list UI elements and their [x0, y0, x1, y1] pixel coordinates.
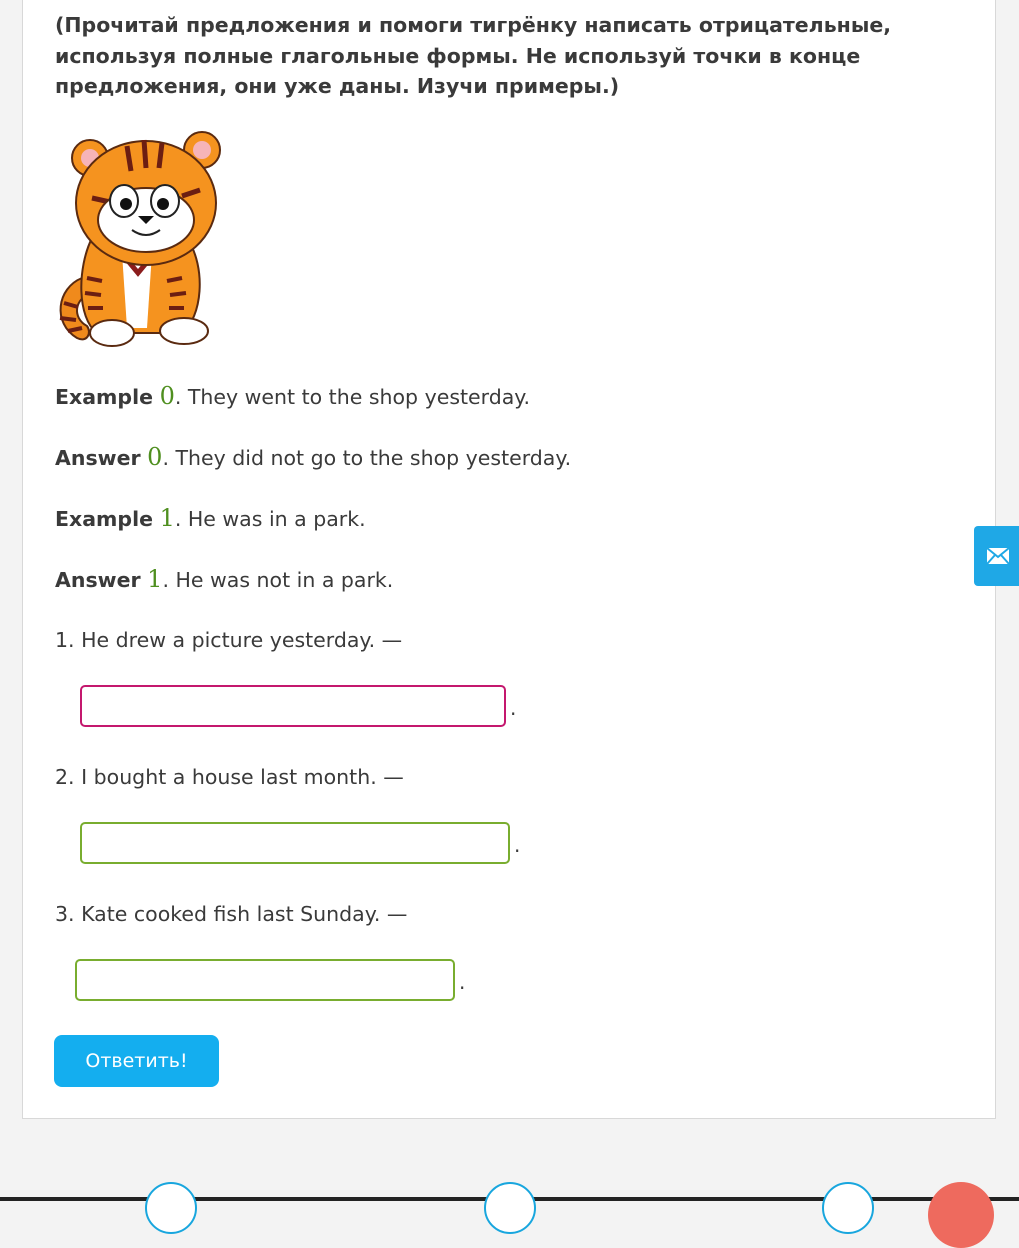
answer-input-2[interactable]: [80, 822, 510, 864]
submit-button[interactable]: Ответить!: [54, 1035, 219, 1087]
nav-button-red[interactable]: [928, 1182, 994, 1248]
period-1: .: [510, 696, 517, 720]
instructions-text: (Прочитай предложения и помоги тигрёнку написать отрицательные, используя полные глагольные формы. Не используй точки в конце предложения, они уже даны. Изучи примеры.): [55, 13, 892, 98]
nav-button-1[interactable]: [145, 1182, 197, 1234]
nav-button-2[interactable]: [484, 1182, 536, 1234]
answer-1: Answer 1. He was not in a park.: [55, 565, 394, 593]
answer-input-3[interactable]: [75, 959, 455, 1001]
answer-0: Answer 0. They did not go to the shop yesterday.: [55, 443, 572, 471]
nav-button-3[interactable]: [822, 1182, 874, 1234]
question-3-text: 3. Kate cooked fish last Sunday. —: [55, 902, 408, 926]
question-2-text: 2. I bought a house last month. —: [55, 765, 404, 789]
feedback-tab[interactable]: [974, 526, 1019, 586]
example-0: Example 0. They went to the shop yesterday.: [55, 382, 531, 410]
tiger-illustration: [52, 128, 224, 350]
mail-icon: [986, 546, 1010, 566]
period-2: .: [514, 833, 521, 857]
example-1: Example 1. He was in a park.: [55, 504, 366, 532]
period-3: .: [459, 970, 466, 994]
answer-input-1[interactable]: [80, 685, 506, 727]
question-1-text: 1. He drew a picture yesterday. —: [55, 628, 403, 652]
